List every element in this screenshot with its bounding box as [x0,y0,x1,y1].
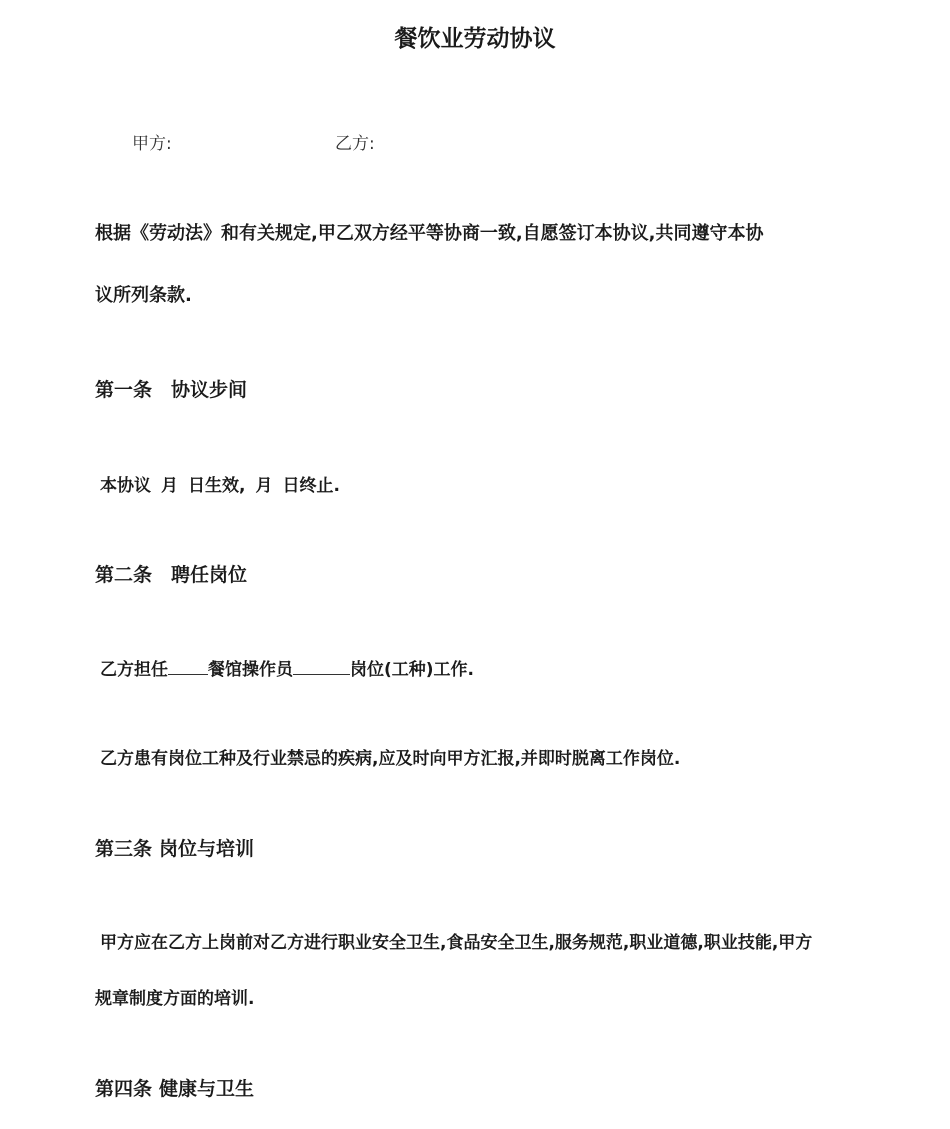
article-2-title: 聘任岗位 [171,564,248,586]
start-day-label: 日生效, [188,476,246,496]
article-2-heading [95,560,247,587]
position-blank-2 [293,658,350,675]
article-2-number: 第二条 [95,564,153,586]
article-1-heading [95,375,247,402]
article-4-heading [95,1074,254,1101]
position-blank-1 [168,658,208,675]
article-3-number: 第三条 [95,838,153,860]
end-day-label: 日终止. [282,476,340,496]
position-prefix: 乙方担任 [100,660,168,680]
party-b-label: 乙方: [335,134,375,154]
article-4-title: 健康与卫生 [159,1078,255,1100]
article-3-training-line-2: 规章制度方面的培训. [95,989,255,1009]
end-month-label: 月 [255,476,273,496]
article-2-health-line: 乙方患有岗位工种及行业禁忌的疾病,应及时向甲方汇报,并即时脱离工作岗位. [100,749,681,769]
article-4-number: 第四条 [95,1078,153,1100]
position-suffix: 岗位(工种)工作. [350,660,474,680]
article-1-number: 第一条 [95,379,153,401]
document-title: 餐饮业劳动协议 [394,26,556,52]
article-2-position-line [100,655,474,680]
article-3-training-line-1: 甲方应在乙方上岗前对乙方进行职业安全卫生,食品安全卫生,服务规范,职业道德,职业技能,甲方 [100,933,813,953]
term-prefix: 本协议 [100,476,151,496]
article-3-title: 岗位与培训 [159,838,255,860]
intro-paragraph-line-1: 根据《劳动法》和有关规定,甲乙双方经平等协商一致,自愿签订本协议,共同遵守本协 [95,223,764,244]
article-3-heading [95,834,254,861]
intro-paragraph-line-2: 议所列条款. [95,285,192,306]
position-value: 餐馆操作员 [208,660,293,680]
article-1-term-line [100,471,340,496]
party-a-label: 甲方: [132,134,172,154]
article-1-title: 协议步间 [171,379,248,401]
start-month-label: 月 [161,476,178,496]
